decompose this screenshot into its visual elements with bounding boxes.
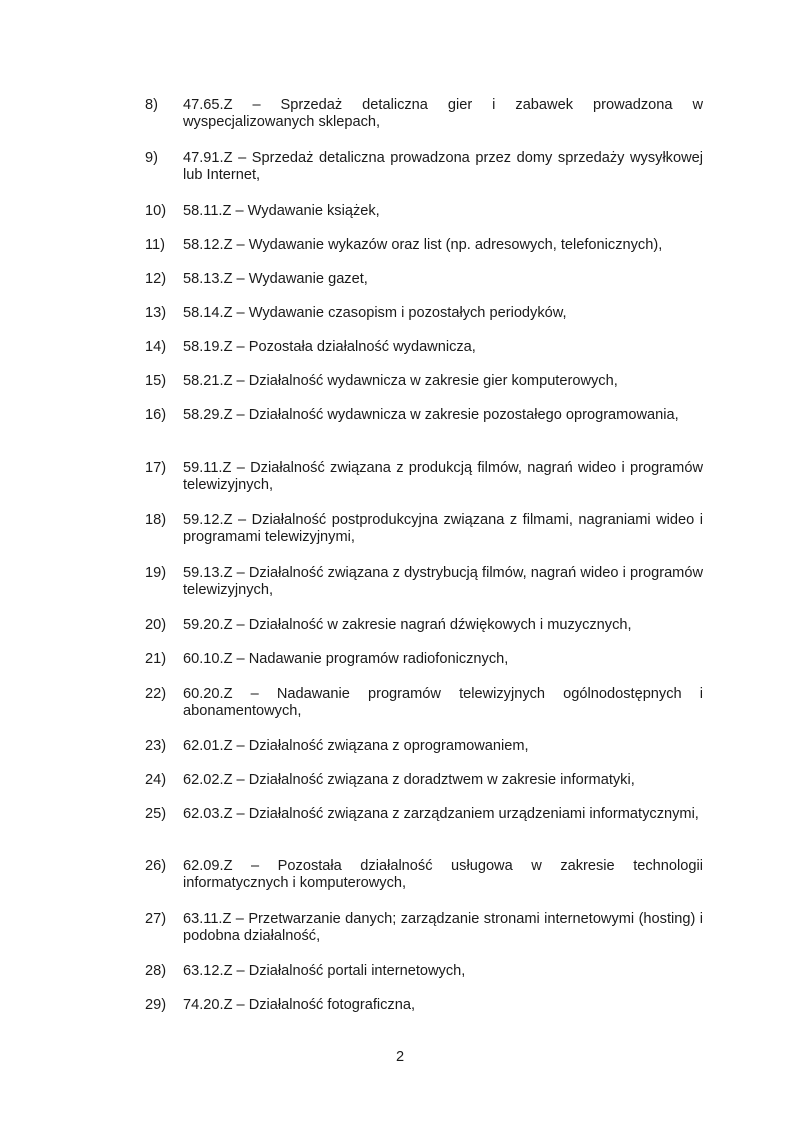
item-number: 26) xyxy=(145,858,167,874)
list-item xyxy=(145,339,703,356)
item-number: 20) xyxy=(145,617,167,633)
item-text: 60.10.Z – Nadawanie programów radiofonicznych, xyxy=(183,651,509,667)
list-item xyxy=(145,806,703,823)
item-text: 47.65.Z – Sprzedaż detaliczna gier i zabawek prowadzona w wyspecjalizowanych sklepach, xyxy=(183,97,703,130)
item-number: 14) xyxy=(145,339,167,355)
item-number: 24) xyxy=(145,772,167,788)
list-item xyxy=(145,97,703,131)
list-item xyxy=(145,305,703,322)
item-text: 58.29.Z – Działalność wydawnicza w zakresie pozostałego oprogramowania, xyxy=(183,407,679,423)
item-text: 59.13.Z – Działalność związana z dystrybucją filmów, nagrań wideo i programów telewizyjnych, xyxy=(183,565,703,598)
item-number: 15) xyxy=(145,373,167,389)
list-item xyxy=(145,512,703,546)
item-number: 27) xyxy=(145,911,167,927)
item-text: 58.12.Z – Wydawanie wykazów oraz list (np. adresowych, telefonicznych), xyxy=(183,237,663,253)
list-item xyxy=(145,271,703,288)
list-item xyxy=(145,858,703,892)
item-text: 58.21.Z – Działalność wydawnicza w zakresie gier komputerowych, xyxy=(183,373,618,389)
list-item xyxy=(145,373,703,390)
item-number: 18) xyxy=(145,512,167,528)
item-text: 74.20.Z – Działalność fotograficzna, xyxy=(183,997,416,1013)
item-number: 12) xyxy=(145,271,167,287)
page-number: 2 xyxy=(395,1049,405,1065)
list-item xyxy=(145,237,703,254)
item-number: 19) xyxy=(145,565,167,581)
item-text: 58.11.Z – Wydawanie książek, xyxy=(183,203,380,219)
list-item xyxy=(145,738,703,755)
list-item xyxy=(145,203,703,220)
item-number: 10) xyxy=(145,203,167,219)
list-item xyxy=(145,407,703,424)
item-number: 22) xyxy=(145,686,167,702)
list-item xyxy=(145,651,703,668)
item-text: 62.09.Z – Pozostała działalność usługowa w zakresie technologii informatycznych i komputerowych, xyxy=(183,858,703,891)
list-item xyxy=(145,150,703,184)
item-number: 25) xyxy=(145,806,167,822)
item-text: 58.14.Z – Wydawanie czasopism i pozostałych periodyków, xyxy=(183,305,567,321)
item-number: 8) xyxy=(145,97,158,113)
list-item xyxy=(145,686,703,720)
item-text: 59.20.Z – Działalność w zakresie nagrań dźwiękowych i muzycznych, xyxy=(183,617,632,633)
item-text: 59.12.Z – Działalność postprodukcyjna związana z filmami, nagraniami wideo i programami telewizyjnymi, xyxy=(183,512,703,545)
item-number: 23) xyxy=(145,738,167,754)
list-item xyxy=(145,772,703,789)
item-text: 60.20.Z – Nadawanie programów telewizyjnych ogólnodostępnych i abonamentowych, xyxy=(183,686,703,719)
item-number: 21) xyxy=(145,651,167,667)
list-item xyxy=(145,460,703,494)
item-text: 63.11.Z – Przetwarzanie danych; zarządzanie stronami internetowymi (hosting) i podobna działalność, xyxy=(183,911,703,944)
item-number: 11) xyxy=(145,237,166,253)
item-number: 16) xyxy=(145,407,167,423)
item-number: 17) xyxy=(145,460,167,476)
item-text: 58.19.Z – Pozostała działalność wydawnicza, xyxy=(183,339,476,355)
item-number: 13) xyxy=(145,305,167,321)
item-number: 29) xyxy=(145,997,167,1013)
item-number: 28) xyxy=(145,963,167,979)
item-text: 58.13.Z – Wydawanie gazet, xyxy=(183,271,368,287)
list-item xyxy=(145,963,703,980)
item-text: 63.12.Z – Działalność portali internetowych, xyxy=(183,963,466,979)
list-item xyxy=(145,565,703,599)
item-text: 47.91.Z – Sprzedaż detaliczna prowadzona przez domy sprzedaży wysyłkowej lub Internet, xyxy=(183,150,703,183)
item-text: 62.02.Z – Działalność związana z doradztwem w zakresie informatyki, xyxy=(183,772,635,788)
list-item xyxy=(145,997,703,1014)
list-item xyxy=(145,911,703,945)
item-number: 9) xyxy=(145,150,158,166)
item-text: 59.11.Z – Działalność związana z produkcją filmów, nagrań wideo i programów telewizyjnych, xyxy=(183,460,703,493)
list-item xyxy=(145,617,703,634)
item-text: 62.01.Z – Działalność związana z oprogramowaniem, xyxy=(183,738,529,754)
item-text: 62.03.Z – Działalność związana z zarządzaniem urządzeniami informatycznymi, xyxy=(183,806,699,822)
